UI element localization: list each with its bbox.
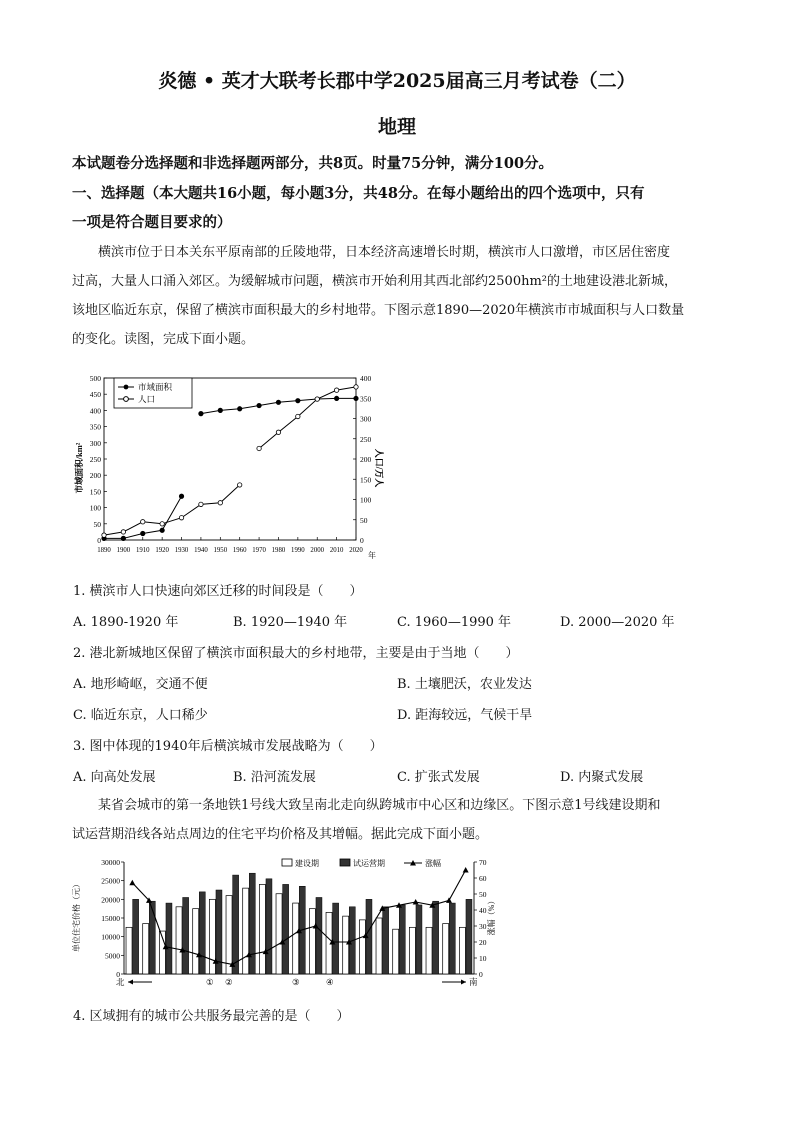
south-arrowhead	[461, 980, 466, 985]
area-point	[334, 396, 338, 400]
exam-note: 本试题卷分选择题和非选择题两部分，共8页。时量75分钟，满分100分。	[72, 155, 554, 172]
operation-bar	[416, 905, 422, 974]
chart1-ylabel-left: 市域面积/km²	[74, 442, 84, 494]
chart1-right-tick-label: 300	[360, 414, 372, 424]
passage-2-line: 某省会城市的第一条地铁1号线大致呈南北走向纵跨城市中心区和边缘区。下图示意1号线建设期和	[98, 798, 661, 813]
construction-bar	[409, 927, 415, 974]
construction-bar	[259, 884, 265, 974]
population-point	[296, 414, 300, 418]
passage-1-line: 该地区临近东京，保留了横滨市面积最大的乡村地带。下图示意1890—2020年横滨市市城面积与人口数量	[72, 303, 685, 318]
chart1-x-tick-label: 1920	[155, 547, 169, 554]
area-point	[257, 403, 261, 407]
construction-bar	[193, 909, 199, 974]
area-point	[218, 408, 222, 412]
chart1-x-tick-label: 1980	[271, 547, 286, 554]
chart1-x-tick-label: 1940	[194, 547, 208, 554]
question-4: 4. 区域拥有的城市公共服务最完善的是（ ）	[73, 1009, 350, 1024]
q3-option-b[interactable]: B. 沿河流发展	[233, 770, 316, 785]
station-marker-3: ③	[292, 977, 300, 987]
operation-bar	[383, 907, 389, 974]
chart2-right-tick-label: 30	[479, 922, 487, 931]
legend-pop-label: 人口	[138, 394, 156, 404]
chart1-x-tick-label: 1900	[116, 547, 131, 554]
operation-bar	[199, 892, 205, 974]
passage-1-line: 过高，大量人口涌入郊区。为缓解城市问题，横滨市开始利用其西北部约2500hm²的土地建设港北新城，	[72, 274, 677, 289]
passage-2	[72, 791, 732, 849]
operation-bar	[149, 901, 155, 974]
area-point	[296, 398, 300, 402]
increase-point	[413, 899, 419, 905]
chart1-x-tick-label: 1890	[97, 547, 111, 554]
legend-construction-swatch	[282, 859, 292, 866]
chart1-left-tick-label: 0	[97, 536, 101, 545]
chart1-right-tick-label: 350	[360, 394, 372, 404]
chart1-x-tick-label: 1950	[213, 547, 228, 554]
chart1-right-tick-label: 0	[360, 536, 364, 545]
section-heading-line2: 一项是符合题目要求的）	[72, 214, 232, 231]
operation-bar	[133, 899, 139, 974]
chart1-x-tick-label: 1970	[252, 547, 266, 554]
chart1-left-tick-label: 200	[89, 471, 101, 481]
legend-construction-label: 建设期	[295, 859, 319, 868]
question-3: 3. 图中体现的1940年后横滨城市发展战略为（ ）	[73, 739, 383, 754]
north-arrowhead	[128, 980, 133, 985]
chart-housing-price	[72, 854, 502, 996]
legend-operation-swatch	[340, 859, 350, 866]
construction-bar	[343, 916, 349, 974]
population-point	[334, 388, 338, 392]
construction-bar	[276, 894, 282, 974]
operation-bar	[333, 903, 339, 974]
chart1-x-tick-label: 1930	[174, 547, 189, 554]
chart1-left-tick-label: 350	[89, 422, 101, 432]
subject-title: 地理	[377, 116, 416, 138]
chart2-legend	[282, 858, 441, 868]
south-label: 南	[469, 977, 478, 987]
chart1-right-tick-label: 400	[360, 374, 372, 383]
chart1-right-tick-label: 50	[360, 515, 368, 525]
question-2: 2. 港北新城地区保留了横滨市面积最大的乡村地带，主要是由于当地（ ）	[73, 646, 519, 661]
operation-bar	[433, 901, 439, 974]
chart2-right-tick-label: 10	[479, 954, 487, 963]
population-point	[257, 446, 261, 450]
passage-2-line: 试运营期沿线各站点周边的住宅平均价格及其增幅。据此完成下面小题。	[72, 827, 489, 842]
chart1-left-tick-label: 400	[89, 406, 101, 416]
increase-point	[446, 897, 452, 903]
chart1-x-tick-label: 1910	[135, 547, 150, 554]
chart1-x-tick-label: 2000	[310, 547, 325, 554]
population-point	[179, 516, 183, 520]
chart2-left-tick-label: 15000	[101, 914, 120, 923]
chart2-left-tick-label: 5000	[105, 951, 120, 961]
chart2-right-tick-label: 70	[479, 858, 487, 867]
construction-bar	[226, 896, 232, 974]
q3-option-d[interactable]: D. 内聚式发展	[560, 770, 644, 785]
north-label: 北	[116, 977, 125, 987]
area-point	[121, 536, 125, 540]
chart2-right-tick-label: 0	[479, 970, 483, 979]
question-1: 1. 横滨市人口快速向郊区迁移的时间段是（ ）	[73, 584, 363, 599]
operation-bar	[266, 879, 272, 974]
population-point	[354, 385, 358, 389]
population-point	[218, 501, 222, 505]
area-point	[237, 407, 241, 411]
area-point	[276, 400, 280, 404]
q3-option-a[interactable]: A. 向高处发展	[73, 770, 156, 785]
population-series-line	[259, 387, 356, 449]
passage-1-line: 横滨市位于日本关东平原南部的丘陵地带，日本经济高速增长时期，横滨市人口激增，市区居住密度	[98, 245, 671, 260]
legend-area-marker	[124, 385, 129, 390]
operation-bar	[233, 875, 239, 974]
construction-bar	[393, 929, 399, 974]
station-marker-4: ④	[326, 977, 334, 987]
population-point	[315, 397, 319, 401]
chart2-right-tick-label: 40	[479, 906, 487, 915]
operation-bar	[466, 899, 472, 974]
construction-bar	[126, 927, 132, 974]
population-point	[102, 533, 106, 537]
construction-bar	[426, 927, 432, 974]
chart1-legend	[114, 378, 192, 408]
population-point	[121, 530, 125, 534]
construction-bar	[443, 924, 449, 974]
area-point	[141, 531, 145, 535]
construction-bar	[243, 888, 249, 974]
legend-area-label: 市域面积	[138, 382, 173, 392]
chart1-x-tick-label: 1960	[232, 547, 247, 554]
construction-bar	[309, 909, 315, 974]
operation-bar	[249, 873, 255, 974]
q1-option-a[interactable]: A. 1890-1920 年	[73, 615, 179, 630]
operation-bar	[399, 905, 405, 974]
chart1-x-tick-label: 1990	[291, 547, 305, 554]
chart1-left-tick-label: 150	[89, 487, 101, 497]
chart2-ylabel-left: 单位住宅价格（元）	[72, 880, 81, 952]
chart2-left-tick-label: 20000	[101, 895, 120, 905]
chart1-x-tick-label: 2010	[329, 547, 344, 554]
construction-bar	[376, 918, 382, 974]
construction-bar	[459, 927, 465, 974]
chart1-right-tick-label: 200	[360, 455, 372, 464]
area-point	[354, 396, 358, 400]
chart2-right-tick-label: 50	[479, 890, 487, 899]
legend-operation-label: 试运营期	[353, 859, 385, 868]
chart2-left-tick-label: 25000	[101, 876, 120, 886]
chart1-left-tick-label: 500	[89, 374, 101, 383]
chart2-left-tick-label: 0	[116, 970, 120, 979]
chart2-ylabel-right: 涨幅（%）	[487, 896, 496, 936]
chart2-right-tick-label: 60	[479, 874, 487, 883]
chart2-left-tick-label: 10000	[101, 932, 120, 942]
operation-bar	[166, 903, 172, 974]
exam-title: 炎德 • 英才大联考长郡中学2025届高三月考试卷（二）	[158, 70, 636, 92]
increase-point	[129, 880, 135, 886]
increase-point	[463, 867, 469, 873]
legend-increase-label: 涨幅	[425, 859, 441, 868]
q1-option-c[interactable]: C. 1960—1990 年	[397, 615, 512, 630]
operation-bar	[183, 897, 189, 974]
passage-1-line: 的变化。读图，完成下面小题。	[72, 332, 255, 347]
passage-1	[72, 238, 732, 354]
population-point	[199, 502, 203, 506]
chart1-right-tick-label: 250	[360, 434, 372, 444]
chart2-left-tick-label: 30000	[101, 858, 120, 867]
q3-option-c[interactable]: C. 扩张式发展	[397, 770, 480, 785]
chart1-left-tick-label: 300	[89, 438, 101, 448]
construction-bar	[293, 903, 299, 974]
q2-option-a[interactable]: A. 地形崎岖，交通不便	[73, 677, 208, 692]
chart1-right-tick-label: 150	[360, 475, 372, 485]
operation-bar	[449, 903, 455, 974]
construction-bar	[359, 920, 365, 974]
construction-bar	[143, 924, 149, 974]
chart1-left-tick-label: 100	[89, 503, 101, 513]
operation-bar	[283, 884, 289, 974]
chart1-left-tick-label: 450	[89, 390, 101, 400]
station-marker-1: ①	[206, 977, 214, 987]
q2-option-b[interactable]: B. 土壤肥沃，农业发达	[397, 677, 532, 692]
area-point	[179, 494, 183, 498]
population-point	[237, 483, 241, 487]
area-point	[199, 411, 203, 415]
construction-bar	[176, 907, 182, 974]
legend-pop-marker	[124, 397, 129, 402]
q1-option-b[interactable]: B. 1920—1940 年	[233, 615, 348, 630]
chart1-left-tick-label: 50	[93, 519, 101, 529]
operation-bar	[316, 897, 322, 974]
chart1-xunit: 年	[368, 551, 376, 560]
population-point	[141, 520, 145, 524]
section-heading-line1: 一、选择题（本大题共16小题，每小题3分，共48分。在每小题给出的四个选项中，只有	[72, 185, 645, 202]
chart1-x-tick-label: 2020	[349, 547, 363, 554]
q2-option-c[interactable]: C. 临近东京，人口稀少	[73, 708, 208, 723]
population-series-line	[104, 485, 240, 535]
population-point	[276, 430, 280, 434]
chart-area-population	[72, 368, 392, 568]
q2-option-d[interactable]: D. 距海较远，气候干旱	[397, 708, 533, 723]
chart1-ylabel-right: 人口/万人	[374, 448, 384, 488]
population-point	[160, 522, 164, 526]
chart2-right-tick-label: 20	[479, 938, 487, 947]
area-point	[160, 528, 164, 532]
q1-option-d[interactable]: D. 2000—2020 年	[560, 615, 675, 630]
chart1-right-tick-label: 100	[360, 495, 372, 505]
station-marker-2: ②	[225, 977, 233, 987]
chart1-left-tick-label: 250	[89, 455, 101, 464]
